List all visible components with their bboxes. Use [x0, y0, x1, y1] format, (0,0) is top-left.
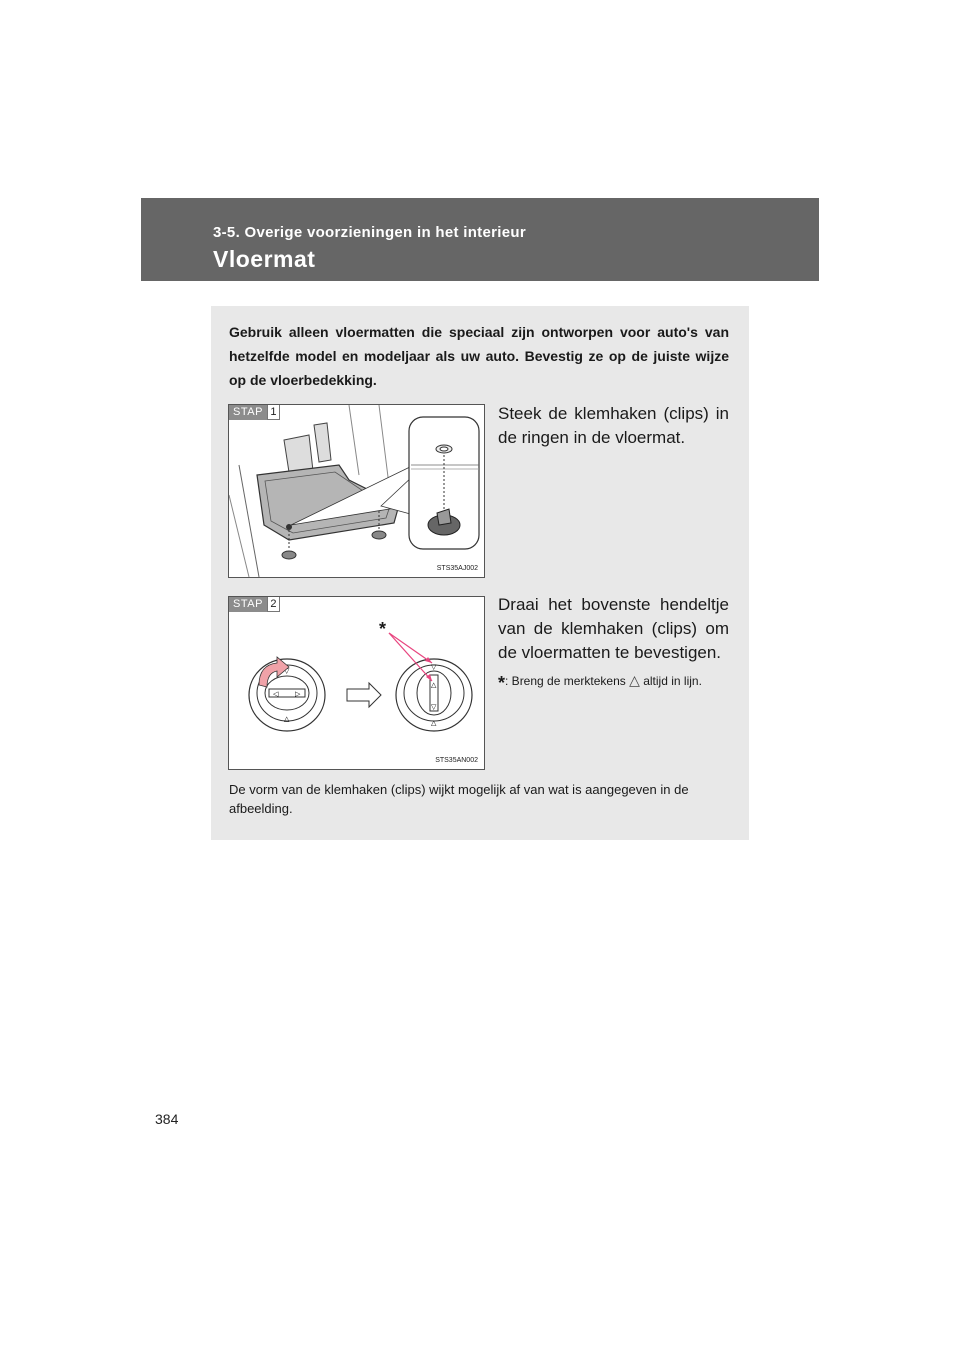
svg-text:◁: ◁ — [273, 690, 279, 698]
step-1-badge — [229, 405, 280, 420]
footer-note: De vorm van de klemhaken (clips) wijkt mogelijk af van wat is aangegeven in de afbeelding. — [229, 782, 689, 816]
step-2-text: Draai het bovenste hendeltje van de klemhaken (clips) om de vloermatten te bevestigen. — [498, 595, 729, 662]
content-panel — [211, 306, 749, 840]
step-number: 2 — [267, 597, 280, 612]
step-1-illustration — [228, 404, 485, 578]
note-text-after: altijd in lijn. — [643, 674, 702, 688]
image-code: STS35AN002 — [435, 757, 478, 764]
section-label: 3-5. Overige voorzieningen in het interieur — [213, 224, 526, 241]
alignment-note — [498, 672, 729, 692]
step-label: STAP — [229, 405, 267, 420]
svg-text:△: △ — [431, 681, 437, 689]
section-header — [141, 198, 819, 281]
note-asterisk: * — [498, 673, 506, 693]
asterisk-marker: * — [379, 619, 387, 639]
intro-text: Gebruik alleen vloermatten die speciaal zijn ontworpen voor auto's van hetzelfde model en modeljaar als uw auto. Bevestig ze op de juiste wijze op de vloerbedekking. — [229, 324, 729, 388]
svg-text:△: △ — [431, 719, 437, 727]
page-number: 384 — [155, 1111, 179, 1127]
image-code: STS35AJ002 — [436, 565, 478, 572]
step-number: 1 — [267, 405, 280, 420]
clip-rotation-diagram — [229, 597, 484, 769]
step-1-text: Steek de klemhaken (clips) in de ringen in de vloermat. — [498, 404, 729, 447]
step-2-illustration — [228, 596, 485, 770]
triangle-mark-icon: △ — [629, 672, 640, 688]
step-2-badge — [229, 597, 280, 612]
svg-text:▽: ▽ — [431, 663, 437, 671]
floor-mat-clip-diagram — [229, 405, 484, 577]
page-title: Vloermat — [213, 246, 316, 272]
note-text-before: : Breng de merktekens — [505, 674, 626, 688]
step-label: STAP — [229, 597, 267, 612]
svg-text:△: △ — [284, 715, 290, 723]
svg-text:▽: ▽ — [284, 667, 290, 675]
svg-text:▷: ▷ — [295, 690, 301, 698]
svg-text:▽: ▽ — [431, 703, 437, 711]
